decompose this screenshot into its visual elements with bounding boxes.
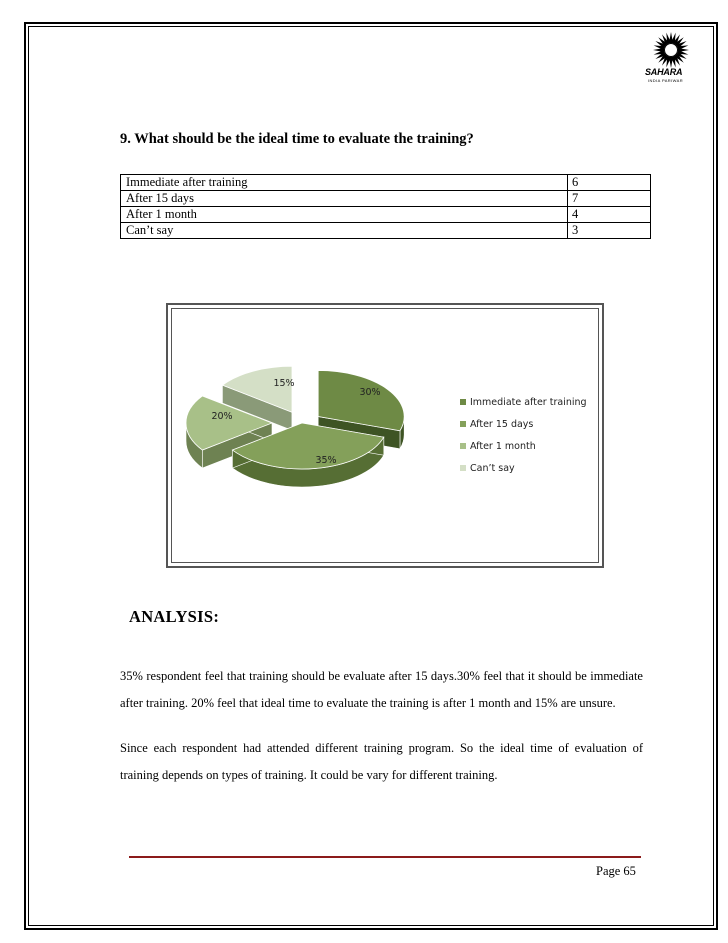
legend-swatch xyxy=(460,421,466,427)
footer-rule xyxy=(129,856,641,858)
option-cell: After 1 month xyxy=(121,207,568,223)
legend-swatch xyxy=(460,465,466,471)
count-cell: 6 xyxy=(568,175,651,191)
legend-swatch xyxy=(460,443,466,449)
option-cell: Immediate after training xyxy=(121,175,568,191)
count-cell: 7 xyxy=(568,191,651,207)
pie-data-label: 20% xyxy=(211,411,233,422)
legend-swatch xyxy=(460,399,466,405)
table-row xyxy=(121,175,651,191)
logo-subtitle: INDIA PARIWAR xyxy=(648,78,683,83)
question-title: 9. What should be the ideal time to evaluate the training? xyxy=(120,131,474,147)
option-cell: After 15 days xyxy=(121,191,568,207)
analysis-heading: ANALYSIS: xyxy=(129,607,220,626)
responses-table xyxy=(120,174,651,239)
legend-label: After 15 days xyxy=(470,419,534,430)
page-number: Page 65 xyxy=(596,864,636,878)
legend-label: After 1 month xyxy=(470,441,536,452)
option-cell: Can’t say xyxy=(121,223,568,239)
count-cell: 4 xyxy=(568,207,651,223)
analysis-paragraph-1: 35% respondent feel that training should be evaluate after 15 days.30% feel that it should be immediate after training. 20% feel that ideal time to evaluate the training is after 1 month and 15% are unsure. xyxy=(120,669,643,710)
pie-data-label: 35% xyxy=(315,455,337,466)
table-row xyxy=(121,207,651,223)
pie-data-label: 30% xyxy=(359,387,381,398)
logo-wordmark: SAHARA xyxy=(645,67,683,77)
pie-chart xyxy=(166,303,604,568)
analysis-paragraph-2: Since each respondent had attended different training program. So the ideal time of evaluation of training depends on types of training. It could be vary for different training. xyxy=(120,741,643,782)
table-row xyxy=(121,223,651,239)
legend-label: Immediate after training xyxy=(470,397,587,408)
table-row xyxy=(121,191,651,207)
count-cell: 3 xyxy=(568,223,651,239)
legend-label: Can’t say xyxy=(470,463,515,474)
pie-data-label: 15% xyxy=(273,378,295,389)
